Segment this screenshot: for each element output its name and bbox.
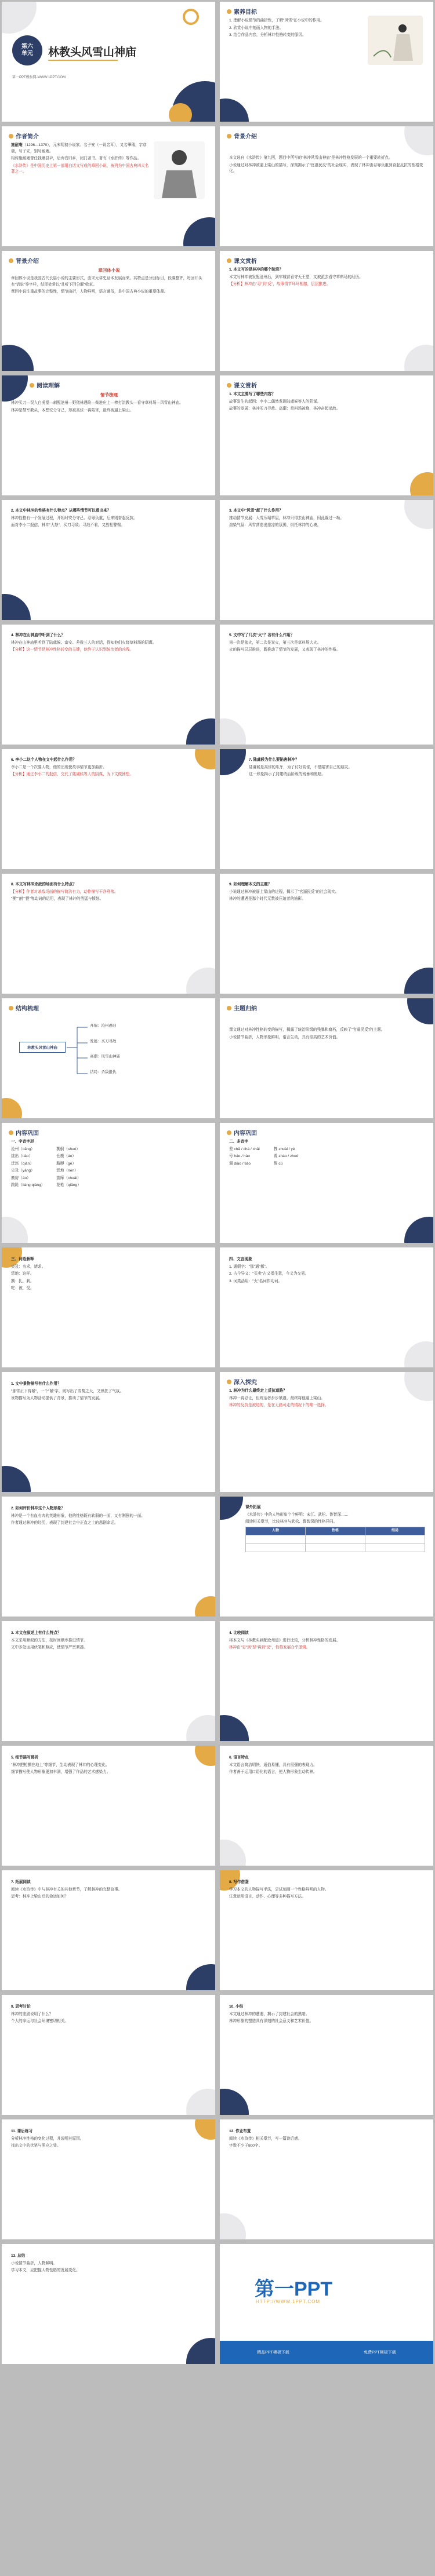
slide-body (229, 18, 364, 40)
paragraph: 课文通过对林冲性格转变的描写，揭露了统治阶级的残暴和腐朽，反映了"官逼民反"的主题。 (229, 1028, 385, 1032)
end-sub-2: 免费PPT模板下载 (364, 2351, 396, 2355)
header-dot-icon (227, 1380, 231, 1384)
slide-heading: 主题归纳 (234, 1006, 257, 1012)
pinyin-columns (11, 1147, 207, 1190)
deco-circle (183, 217, 215, 246)
header-dot-icon (227, 258, 231, 263)
pinyin-item: 花枪（qiāng） (56, 1183, 81, 1188)
paragraph: 作者通过林冲的经历，表现了封建社会中正直之士的悲剧命运。 (11, 1521, 118, 1526)
structure-branches (90, 1024, 120, 1075)
deco-circle (2, 1098, 22, 1118)
slide-header (9, 1004, 39, 1012)
paragraph: 本文通过林冲的遭遇，揭示了封建社会的黑暗。 (229, 2012, 310, 2016)
slide-header (227, 132, 257, 140)
slide-heading: 背景介绍 (234, 134, 257, 140)
pinyin-item: 迁怒（qiān） (11, 1161, 34, 1166)
goal-line: 3. 结合作品内容，分析林冲性格转变的原因。 (229, 33, 306, 38)
slide-18[interactable] (220, 998, 433, 1118)
deco-circle (404, 1217, 433, 1243)
end-url: HTTP://WWW.1PPT.COM (256, 2299, 320, 2304)
paragraph: 找出文中的伏笔与照应之处。 (11, 2144, 61, 2148)
paragraph: 故事的发展：林冲买刀寻敌。高潮：草料场被烧，林冲奋起杀敌。 (229, 407, 340, 411)
question: 11. 课后练习 (11, 2129, 33, 2133)
slide-heading: 深入探究 (234, 1380, 257, 1386)
deco-circle (220, 2213, 246, 2239)
pinyin-item: 央及（yāng） (11, 1169, 35, 1173)
header-dot-icon (30, 383, 34, 388)
author-note: 《水浒传》是中国历史上第一部用白话文写成的章回小说，被列为中国古典四大名著之一。 (11, 163, 149, 174)
slide-7[interactable] (2, 375, 215, 495)
paragraph: 1. 通假字："那"通"挪"。 (229, 1264, 270, 1269)
paragraph: 阅读相关章节，比较林冲与武松、鲁智深的性格异同。 (245, 1520, 338, 1524)
table-row (246, 1535, 425, 1544)
slide-15[interactable] (2, 874, 215, 994)
paragraph: 本文采用顺叙的方法，按时间顺序推进情节。 (11, 1638, 88, 1643)
deco-circle (186, 1964, 215, 1990)
question: 9. 思考讨论 (11, 2005, 31, 2009)
branch-4: 结局：杀敌报仇 (90, 1070, 117, 1074)
title-underline (48, 60, 118, 61)
slide-11[interactable] (2, 625, 215, 745)
slide-36[interactable] (220, 2119, 433, 2239)
paragraph: 个人的命运与社会环境密切相关。 (11, 2019, 68, 2024)
end-logo: 第一PPT (255, 2278, 333, 2300)
author-name: 施耐庵 (11, 143, 23, 147)
question: 1. 本文主要写了哪些内容？ (229, 392, 276, 396)
deco-circle (220, 1497, 243, 1520)
paragraph: 林冲是一个有血有肉的英雄形象，他的性格既有软弱的一面，又有刚强的一面。 (11, 1513, 145, 1518)
paragraph: 分析林冲性格的变化过程，并说明其原因。 (11, 2136, 84, 2141)
question: 2. 如何评价林冲这个人物形象？ (11, 1506, 66, 1510)
paragraph: 本文写林冲被发配沧州后，到牢城营看守天王堂，又被派去看守草料场的经历。 (229, 275, 363, 279)
header-dot-icon (9, 1130, 13, 1135)
analysis: 【分析】林冲由"忍"到"反"，故事情节环环相扣，层层推进。 (229, 282, 331, 287)
slide-26[interactable] (220, 1497, 433, 1617)
slide-body (229, 633, 425, 655)
header-dot-icon (227, 383, 231, 388)
polyphone-item: 差 chā / chà / chāi (229, 1147, 260, 1151)
slide-body (11, 1506, 207, 1528)
table-header: 性格 (306, 1527, 365, 1535)
slide-body (229, 392, 425, 414)
analysis: 【分析】通过李小二的报信，交代了陆虞候等人的阴谋，为下文做铺垫。 (11, 772, 133, 777)
slide-28[interactable] (220, 1621, 433, 1741)
slide-heading: 背景介绍 (16, 258, 39, 265)
deco-circle (195, 1596, 215, 1617)
section-title: 四、文言现象 (229, 1257, 252, 1261)
question: 1. 林冲为什么最终走上反抗道路？ (229, 1389, 287, 1393)
paragraph: "林冲把枪搠在地上"等细节，生动表现了林冲的心理变化。 (11, 1763, 110, 1767)
deco-circle (186, 718, 215, 745)
deco-circle (220, 98, 249, 122)
slide-body (229, 1027, 425, 1042)
figure-icon (368, 16, 423, 65)
slide-body (229, 882, 425, 904)
header-dot-icon (227, 134, 231, 138)
slide-body (11, 508, 207, 530)
slide-body (229, 267, 425, 289)
author-portrait (154, 141, 205, 199)
slide-37[interactable] (2, 2244, 215, 2364)
portrait-icon (154, 141, 205, 199)
badge-line-2: 单元 (21, 50, 33, 57)
paragraph: 阅读《水浒传》中与林冲有关的其他章节，了解林冲的完整故事。 (11, 1887, 122, 1892)
slide-header (9, 256, 39, 265)
paragraph: 小说通过林冲被逼上梁山的过程，揭示了"官逼民反"的社会现实。 (229, 889, 339, 894)
slide-35[interactable] (2, 2119, 215, 2239)
paragraph: 陆虞候是高俅的爪牙，为了讨好高俅，不惜陷害自己的朋友。 (249, 765, 353, 769)
section-title: 情节梳理 (100, 392, 118, 397)
paragraph: 央及：央求，请求。 (11, 1264, 46, 1269)
paragraph: 2. 古今异义："买卖"古义指生意，今义为交易。 (229, 1272, 309, 1276)
slide-body (11, 757, 207, 779)
slide-3[interactable] (2, 126, 215, 246)
pinyin-item: 廒房（áo） (11, 1176, 31, 1180)
slide-header (227, 381, 257, 389)
slide-cover[interactable] (2, 2, 215, 122)
analysis: 【分析】这一情节是林冲性格转变的关键，他终于认识到统治者的凶残。 (11, 648, 133, 652)
slide-body (229, 1388, 425, 1410)
deco-circle (2, 1217, 28, 1243)
table-header: 结局 (365, 1527, 425, 1535)
slide-header (227, 256, 257, 265)
paragraph: 字数不少于800字。 (229, 2144, 263, 2148)
question: 4. 比较阅读 (229, 1631, 249, 1635)
slide-body (11, 1139, 207, 1190)
slide-body (229, 1755, 425, 1777)
deco-circle (2, 594, 31, 620)
table-header: 人物 (246, 1527, 306, 1535)
slide-body (11, 882, 207, 904)
pinyin-item: 揣摩（chuǎi） (56, 1176, 81, 1180)
polyphone-item: 调 diào / tiáo (229, 1161, 251, 1166)
slide-header (227, 1004, 257, 1012)
slide-heading: 阅读理解 (37, 383, 60, 389)
deco-circle (186, 1715, 215, 1741)
question: 5. 细节描写赏析 (11, 1756, 38, 1760)
polyphone-item: 簇 cù (273, 1161, 283, 1166)
slide-body (229, 2004, 425, 2026)
header-dot-icon (9, 1006, 13, 1010)
slide-4[interactable] (220, 126, 433, 246)
slide-body (11, 392, 207, 415)
deco-circle (169, 103, 192, 122)
structure-center: 林教头风雪山神庙 (19, 1042, 66, 1053)
unit-badge (12, 35, 42, 65)
paragraph: 恁地：这样。 (11, 1272, 34, 1276)
paragraph: 3. 词类活用："火"名词作动词。 (229, 1279, 282, 1283)
pinyin-item: 沧州（cāng） (11, 1147, 35, 1151)
deco-circle (186, 2089, 215, 2115)
slide-header (30, 381, 60, 389)
slide-heading: 课文赏析 (234, 258, 257, 265)
paragraph: 李小二是一个次要人物，他的出现使故事情节更加曲折。 (11, 765, 107, 769)
section-title: 一、字音字形 (11, 1140, 34, 1144)
question: 1. 文中景物描写有什么作用？ (11, 1382, 61, 1386)
deco-circle (220, 1840, 246, 1866)
paragraph: 章回体小说是我国古代长篇小说的主要形式，由宋元讲史话本发展而来。其特点是分回标目，段落整齐，每回开头有"话说"等字样，结尾处常以"且听下回分解"收束。 (11, 276, 202, 287)
goal-line: 1. 理解小说情节的曲折性，了解"风雪"在小说中的作用。 (229, 19, 324, 23)
paragraph: 林冲性格有一个发展过程，开始时安分守己、忍辱负重，后来则奋起反抗。 (11, 516, 137, 520)
slide-24[interactable] (220, 1372, 433, 1492)
analysis: 林冲的反抗是被迫的，是在无路可走的情况下的唯一选择。 (229, 1403, 329, 1408)
slide-23[interactable] (2, 1372, 215, 1492)
paragraph: 小说情节曲折，人物鲜明。 (11, 2261, 57, 2265)
paragraph: 本文语言简洁明快，通俗易懂，具有很强的表现力。 (229, 1763, 317, 1767)
slide-6[interactable] (220, 251, 433, 371)
deco-circle (404, 968, 433, 994)
deco-ring (183, 9, 199, 25)
slide-body (11, 2129, 207, 2151)
slide-header (227, 1128, 257, 1137)
deco-circle (220, 749, 246, 775)
pinyin-item: 挑出（tiǎo） (11, 1154, 33, 1159)
paragraph: 作者善于运用口语化的语言，使人物形象生动传神。 (229, 1770, 317, 1775)
deco-circle (2, 1466, 31, 1492)
pinyin-col-1 (11, 1147, 45, 1190)
pinyin-item: 恁地（nèn） (56, 1169, 78, 1173)
polyphone-col-2 (274, 1147, 299, 1169)
deco-circle (404, 345, 433, 371)
slide-body (11, 143, 151, 177)
pinyin-item: 踉跄（liàng qiàng） (11, 1183, 45, 1188)
paragraph: 学习本文的人物描写手法，尝试刻画一个性格鲜明的人物。 (229, 1887, 329, 1892)
paragraph: 小说情节曲折，人物形象鲜明，语言生动，具有很高的艺术价值。 (229, 1035, 340, 1039)
pinyin-item: 搠倒（shuò） (56, 1147, 80, 1151)
paragraph: 学习本文，应把握人物性格的发展变化。 (11, 2268, 80, 2273)
branch-3: 高潮：风雪山神庙 (90, 1055, 120, 1059)
slide-body (229, 1257, 425, 1286)
polyphone-item: 号 háo / hào (229, 1154, 250, 1159)
question: 5. 文中写了几次"火"？各有什么作用？ (229, 633, 295, 637)
slide-body (11, 2004, 207, 2026)
paragraph: "搠""割""提"等动词的运用，表现了林冲的勇猛与愤怒。 (11, 897, 104, 902)
slide-body (245, 1505, 425, 1552)
paragraph: 阅读《水浒传》相关章节，写一篇读后感。 (229, 2136, 302, 2141)
slide-19[interactable] (2, 1123, 215, 1243)
paragraph: 渲染气氛：风雪营造出悲凉的氛围，烘托林冲的心境。 (229, 523, 321, 528)
slide-body (11, 1755, 207, 1777)
polyphone-col-1 (229, 1147, 260, 1169)
branch-1: 开端：沧州遇旧 (90, 1024, 117, 1028)
paragraph: 思考：林冲上梁山后的命运如何？ (11, 1895, 68, 1899)
deco-circle (220, 718, 246, 745)
branch-2: 发展：买刀寻敌 (90, 1039, 117, 1043)
section-title: 二、多音字 (229, 1140, 248, 1144)
slide-10[interactable] (220, 500, 433, 620)
paragraph: 文中多处运用伏笔和照应，使情节严密紧凑。 (11, 1645, 88, 1650)
pinyin-item: 仓廒（áo） (56, 1154, 76, 1159)
paragraph: 景物描写为人物活动提供了背景，推动了情节的发展。 (11, 1396, 103, 1401)
paragraph: 将本文与《林教头刺配沧州道》进行比较，分析林冲性格的发展。 (229, 1638, 340, 1643)
question: 10. 小结 (229, 2005, 244, 2009)
slide-body (229, 1880, 425, 1902)
deco-circle (220, 1715, 249, 1741)
deco-circle (186, 2338, 215, 2364)
deco-circle (407, 998, 433, 1024)
question: 6. 李小二这个人物在文中起什么作用？ (11, 758, 77, 762)
analysis: 【分析】作者对杀敌场面的描写简洁有力，动作描写干净利落。 (11, 889, 118, 894)
slide-body (229, 1630, 425, 1652)
paragraph: 林冲在山神庙里听到了陆虞候、富安、差拨三人的对话，得知他们火烧草料场的阴谋。 (11, 640, 157, 645)
slide-34[interactable] (220, 1995, 433, 2115)
cover-title: 林教头风雪山神庙 (48, 46, 137, 59)
slide-33[interactable] (2, 1995, 215, 2115)
slide-body (11, 1630, 207, 1652)
polyphone-item: 着 zháo / zhuó (273, 1154, 299, 1159)
slide-header (227, 7, 257, 16)
slide-heading: 作者简介 (16, 134, 39, 140)
table-row (246, 1544, 425, 1552)
header-dot-icon (227, 9, 231, 14)
question: 1. 本文写的是林冲的哪个阶段？ (229, 268, 284, 272)
question: 8. 写作借鉴 (229, 1880, 249, 1884)
question: 2. 本文中林冲的性格有什么特点？从哪些情节可以看出来？ (11, 509, 111, 513)
paragraph: 吃：被，受。 (11, 1286, 34, 1291)
slide-12[interactable] (220, 625, 433, 745)
slide-32[interactable] (220, 1870, 433, 1990)
section-title: 章回体小说 (98, 268, 120, 273)
slide-grid (2, 2, 433, 2364)
slide-20[interactable] (220, 1123, 433, 1243)
author-intro: （1296—1370），元末明初小说家。名子安（一说名耳），又名肇瑞，字彦端，号子安，别号耐庵。 (11, 143, 147, 154)
deco-circle (404, 1341, 433, 1367)
paragraph: 推动情节发展：大雪压塌草屋，林冲只得去山神庙，因此躲过一劫。 (229, 516, 344, 520)
paragraph: 这一形象揭示了封建统治阶级的残暴和黑暗。 (249, 772, 325, 777)
deco-circle (410, 472, 433, 495)
question: 13. 总结 (11, 2254, 26, 2258)
question: 7. 拓展阅读 (11, 1880, 31, 1884)
deco-circle (404, 126, 433, 155)
question: 4. 林冲在山神庙中听到了什么？ (11, 633, 66, 637)
paragraph: 林冲一再忍让，但统治者步步紧逼，最终将他逼上梁山。 (229, 1396, 325, 1400)
goal-line: 2. 欣赏小说中刻画人物的手法。 (229, 25, 284, 30)
paragraph: 注意运用语言、动作、心理等多种描写方法。 (229, 1895, 306, 1899)
slide-heading: 结构梳理 (16, 1006, 39, 1012)
pinyin-item: 胳膊（gē） (56, 1161, 76, 1166)
deco-circle (220, 2089, 249, 2115)
badge-line-1: 第六 (21, 43, 33, 50)
author-bio: 相传施耐庵曾任钱塘县尹，后弃官归乡，闭门著书。著有《水浒传》等作品。 (11, 156, 142, 161)
slide-heading: 素养目标 (234, 9, 257, 16)
header-dot-icon (9, 258, 13, 263)
slide-header (9, 132, 39, 140)
question: 6. 语言特点 (229, 1756, 249, 1760)
paragraph: 本文选自《水浒传》第九回，题目中所写的"林冲风雪山神庙"是林冲性格发展的一个重要转折点。 (229, 156, 393, 160)
slide-31[interactable] (2, 1870, 215, 1990)
slide-27[interactable] (2, 1621, 215, 1741)
paragraph: 第一次是盆火，第二次是炭火，第三次是草料场大火。 (229, 640, 321, 645)
paragraph: 小说通过对林冲被逼上梁山的描写，深刻揭示了"官逼民反"的社会现实，表现了林冲由忍辱负重到奋起反抗的性格变化。 (229, 163, 423, 174)
paragraph: 故事发生的起因：李小二偶然发现陆虞候等人的阴谋。 (229, 399, 321, 404)
slide-body (229, 508, 425, 530)
paragraph: 搠：扎，刺。 (11, 1279, 34, 1283)
slide-body (249, 757, 425, 779)
slide-body (11, 1880, 207, 1902)
section-title: 三、词语解释 (11, 1257, 34, 1261)
slide-heading: 课文赏析 (234, 383, 257, 389)
paragraph: 林冲的遭遇是那个时代无数被压迫者的缩影。 (229, 897, 306, 902)
header-dot-icon (9, 134, 13, 138)
paragraph: 林冲的悲剧说明了什么？ (11, 2012, 53, 2016)
question: 7. 陆虞候为什么要陷害林冲？ (249, 758, 299, 762)
deco-circle (2, 345, 34, 371)
paragraph: 面对李小二报信，林冲"大怒"，买刀寻敌；寻敌不着，又放松警惕。 (11, 523, 125, 528)
slide-header (227, 1377, 257, 1386)
paragraph: 林冲是禁军教头，本想安分守己，却被高俅一再陷害，最终被逼上梁山。 (11, 408, 133, 413)
header-dot-icon (227, 1130, 231, 1135)
paragraph: 细节描写使人物形象更加丰满，增强了作品的艺术感染力。 (11, 1770, 111, 1775)
question: 3. 本文在叙述上有什么特点？ (11, 1631, 61, 1635)
polyphone-columns (229, 1147, 425, 1169)
slide-21[interactable] (2, 1247, 215, 1367)
paragraph: 章回小说注重故事的完整性，情节曲折，人物鲜明，语言通俗，是中国古典小说的重要体裁。 (11, 290, 168, 294)
end-footer-bar (220, 2341, 433, 2364)
slide-29[interactable] (2, 1746, 215, 1866)
slide-5[interactable] (2, 251, 215, 371)
slide-body (229, 2129, 425, 2151)
polyphone-item: 拽 zhuài / yè (273, 1147, 295, 1151)
cover-footer: 第一PPT模板网-WWW.1PPT.COM (12, 76, 66, 79)
slide-14[interactable] (220, 749, 433, 869)
bracket-icon (66, 1021, 89, 1079)
slide-17[interactable] (2, 998, 215, 1118)
question: 9. 如何理解本文的主题？ (229, 882, 272, 886)
deco-circle (186, 968, 215, 994)
paragraph: 《水浒传》中的人物形象个个鲜明：宋江、武松、鲁智深…… (245, 1512, 349, 1517)
question: 8. 本文写林冲杀敌的场面有什么特点？ (11, 882, 77, 886)
slide-30[interactable] (220, 1746, 433, 1866)
character-table (245, 1527, 425, 1553)
paragraph: 林冲买刀—误入白虎堂—刺配沧州—野猪林遇险—柴进庄上—棒打洪教头—看守草料场—风雪山神庙。 (11, 401, 183, 405)
paragraph: 林冲形象的塑造具有深刻的社会意义和艺术价值。 (229, 2019, 314, 2024)
analysis: 林冲由"忍"到"怒"再到"反"，性格发展合乎逻辑。 (229, 1645, 310, 1650)
section-title: 课外拓展 (245, 1505, 261, 1509)
slide-body (11, 2253, 207, 2275)
slide-body (11, 267, 207, 297)
question: 12. 作业布置 (229, 2129, 251, 2133)
slide-8[interactable] (220, 375, 433, 495)
slide-end[interactable] (220, 2244, 433, 2364)
slide-body (229, 1139, 425, 1168)
slide-header (9, 1128, 39, 1137)
slide-13[interactable] (2, 749, 215, 869)
painting-illustration (368, 16, 423, 65)
slide-body (11, 1381, 207, 1403)
slide-22[interactable] (220, 1247, 433, 1367)
slide-heading: 内容巩固 (234, 1130, 257, 1137)
slide-16[interactable] (220, 874, 433, 994)
slide-body (11, 1257, 207, 1293)
slide-body (229, 155, 425, 176)
pinyin-col-2 (56, 1147, 81, 1190)
paragraph: "那雪正下得紧"，一个"紧"字，既写出了雪势之大，又烘托了气氛。 (11, 1389, 124, 1393)
slide-9[interactable] (2, 500, 215, 620)
header-dot-icon (227, 1006, 231, 1010)
question: 3. 本文中"风雪"起了什么作用？ (229, 509, 283, 513)
slide-2[interactable] (220, 2, 433, 122)
deco-circle (2, 2, 37, 34)
slide-heading: 内容巩固 (16, 1130, 39, 1137)
slide-25[interactable] (2, 1497, 215, 1617)
paragraph: 火的描写层层推进，既推动了情节的发展，又表现了林冲的性格。 (229, 648, 340, 652)
end-sub-1: 精品PPT模板下载 (257, 2351, 289, 2355)
slide-body (11, 633, 207, 655)
